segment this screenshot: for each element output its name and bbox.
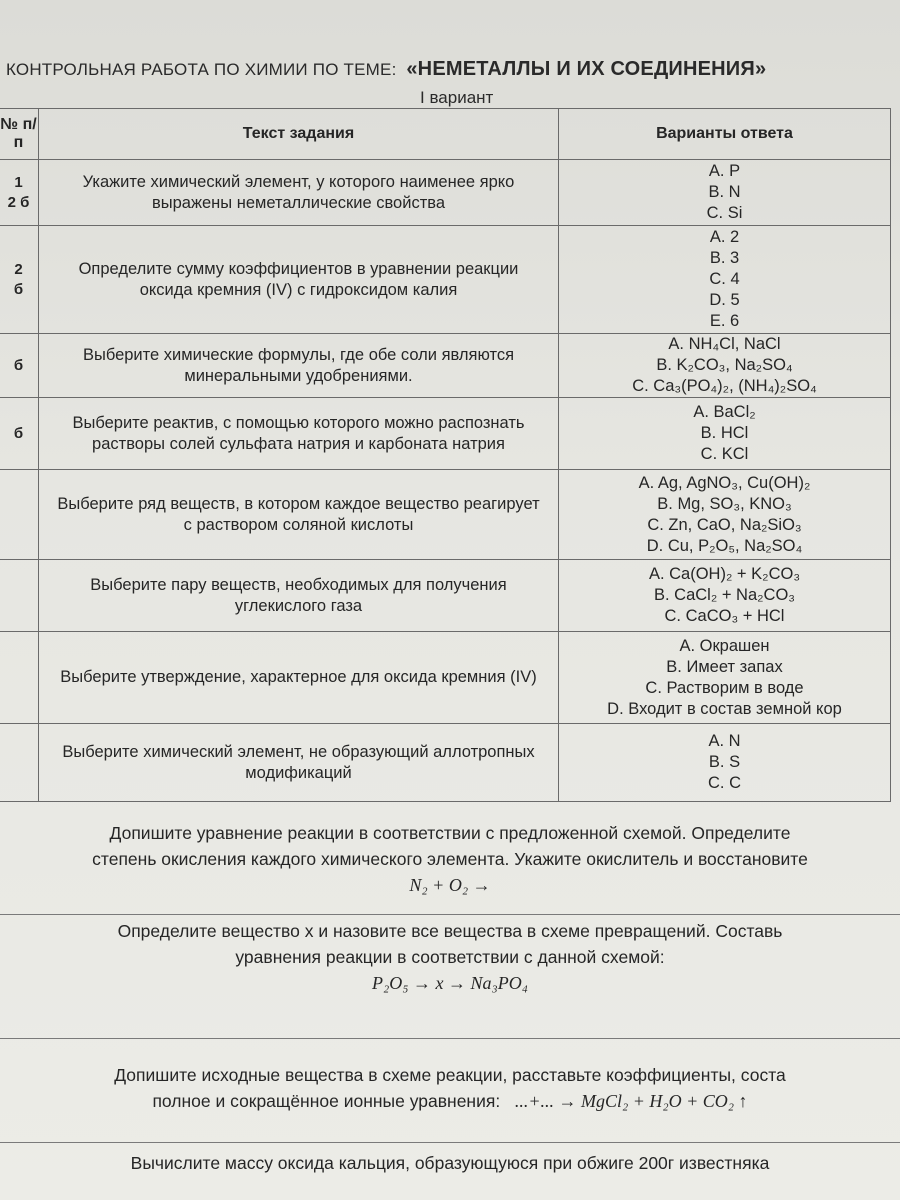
answer-option: C. C — [708, 774, 741, 792]
task-number-cell — [0, 470, 39, 560]
answer-option: A. 2 — [709, 228, 740, 246]
open-task-line: Допишите уравнение реакции в соответствии с предложенной схемой. Определите — [109, 823, 791, 843]
title-prefix: КОНТРОЛЬНАЯ РАБОТА ПО ХИМИИ ПО ТЕМЕ: — [6, 60, 397, 79]
divider — [0, 1142, 900, 1143]
task-number-cell — [0, 560, 39, 632]
open-task-2 — [0, 918, 900, 996]
answer-option: A. Окрашен — [679, 636, 770, 655]
answer-option: B. 3 — [709, 249, 740, 267]
table-row — [0, 226, 891, 334]
answer-option: C. Si — [706, 204, 743, 222]
answer-option: C. Растворим в воде — [645, 678, 804, 697]
task-number-cell — [0, 160, 39, 226]
task-number-cell — [0, 226, 39, 334]
open-task-line: Вычислите массу оксида кальция, образующуюся при обжиге 200г известняка — [130, 1153, 770, 1173]
answer-options — [559, 724, 891, 802]
answer-option: A. BaCl₂ — [693, 403, 756, 421]
answer-option: C. Zn, CaO, Na₂SiO₃ — [647, 515, 802, 534]
task-text: Выберите химический элемент, не образующий аллотропных модификаций — [39, 724, 559, 802]
column-header-answers: Варианты ответа — [559, 109, 891, 160]
answer-option: E. 6 — [709, 312, 740, 330]
open-task-line-text: полное и сокращённое ионные уравнения: — [152, 1091, 501, 1111]
title-topic: «НЕМЕТАЛЛЫ И ИХ СОЕДИНЕНИЯ» — [406, 58, 767, 80]
divider — [0, 1038, 900, 1039]
reaction-scheme: ...+... → MgCl₂ + H₂O + CO₂ ↑ — [514, 1091, 748, 1111]
reaction-scheme: P₂O₅ → x → Na₃PO₄ — [371, 973, 528, 993]
answer-option: C. KCl — [700, 445, 749, 463]
answer-options — [559, 398, 891, 470]
table-row — [0, 398, 891, 470]
task-number: 1 — [14, 173, 23, 191]
answer-option: B. Mg, SO₃, KNO₃ — [657, 494, 792, 513]
worksheet-title — [6, 58, 900, 81]
answer-option: A. Ca(OH)₂ + K₂CO₃ — [648, 565, 801, 583]
reaction-scheme: N₂ + O₂ → — [409, 875, 491, 895]
answer-options — [559, 226, 891, 334]
tasks-table — [0, 108, 891, 802]
task-text: Выберите утверждение, характерное для оксида кремния (IV) — [39, 632, 559, 724]
open-task-line: Определите вещество x и назовите все вещества в схеме превращений. Составь — [117, 921, 783, 941]
task-text: Выберите ряд веществ, в котором каждое вещество реагирует с раствором соляной кислоты — [39, 470, 559, 560]
answer-options — [559, 160, 891, 226]
answer-option: C. CaCO₃ + HCl — [664, 607, 785, 625]
answer-option: B. N — [708, 183, 741, 201]
table-row — [0, 724, 891, 802]
task-number: 2 — [14, 260, 23, 278]
task-number-cell — [0, 632, 39, 724]
answer-option: C. 4 — [709, 270, 740, 288]
task-number-cell — [0, 398, 39, 470]
answer-option: A. NH₄Cl, NaCl — [668, 335, 781, 353]
open-task-line: уравнения реакции в соответствии с данной схемой: — [235, 947, 665, 967]
task-text: Укажите химический элемент, у которого наименее ярко выражены неметаллические свойства — [39, 160, 559, 226]
variant-label: I вариант — [420, 88, 494, 107]
answer-options — [559, 632, 891, 724]
task-points: б — [13, 280, 24, 298]
answer-option: D. Входит в состав земной кор — [607, 699, 842, 718]
open-task-line — [0, 1088, 900, 1114]
task-points: 2 б — [7, 193, 30, 211]
answer-option: A. P — [708, 162, 741, 180]
task-text: Определите сумму коэффициентов в уравнении реакции оксида кремния (IV) с гидроксидом калия — [39, 226, 559, 334]
answer-option: B. HCl — [700, 424, 749, 442]
answer-option: A. N — [708, 732, 741, 750]
answer-option: A. Ag, AgNO₃, Cu(OH)₂ — [638, 473, 811, 492]
answer-option: D. Cu, P₂O₅, Na₂SO₄ — [646, 536, 803, 555]
answer-options — [559, 560, 891, 632]
answer-options — [559, 334, 891, 398]
table-header-row — [0, 109, 891, 160]
open-task-4 — [0, 1150, 900, 1176]
task-points: б — [13, 356, 24, 374]
task-text: Выберите пару веществ, необходимых для получения углекислого газа — [39, 560, 559, 632]
table-row — [0, 334, 891, 398]
column-header-number: № п/п — [0, 109, 39, 160]
task-number-cell — [0, 724, 39, 802]
task-number-cell — [0, 334, 39, 398]
answer-option: B. S — [708, 753, 741, 771]
answer-option: B. Имеет запах — [666, 657, 783, 676]
table-row — [0, 560, 891, 632]
answer-option: C. Ca₃(PO₄)₂, (NH₄)₂SO₄ — [632, 377, 817, 395]
open-task-line: степень окисления каждого химического элемента. Укажите окислитель и восстановите — [92, 849, 808, 869]
table-row — [0, 470, 891, 560]
open-task-1 — [0, 820, 900, 898]
table-row — [0, 160, 891, 226]
divider — [0, 914, 900, 915]
task-text: Выберите реактив, с помощью которого можно распознать растворы солей сульфата натрия и карбоната натрия — [39, 398, 559, 470]
answer-options — [559, 470, 891, 560]
column-header-task: Текст задания — [39, 109, 559, 160]
task-points: б — [13, 424, 24, 442]
table-row — [0, 632, 891, 724]
open-task-line: Допишите исходные вещества в схеме реакции, расставьте коэффициенты, соста — [114, 1065, 786, 1085]
open-task-3 — [0, 1062, 900, 1114]
task-text: Выберите химические формулы, где обе соли являются минеральными удобрениями. — [39, 334, 559, 398]
answer-option: D. 5 — [709, 291, 740, 309]
answer-option: B. CaCl₂ + Na₂CO₃ — [653, 586, 796, 604]
answer-option: B. K₂CO₃, Na₂SO₄ — [656, 356, 793, 374]
